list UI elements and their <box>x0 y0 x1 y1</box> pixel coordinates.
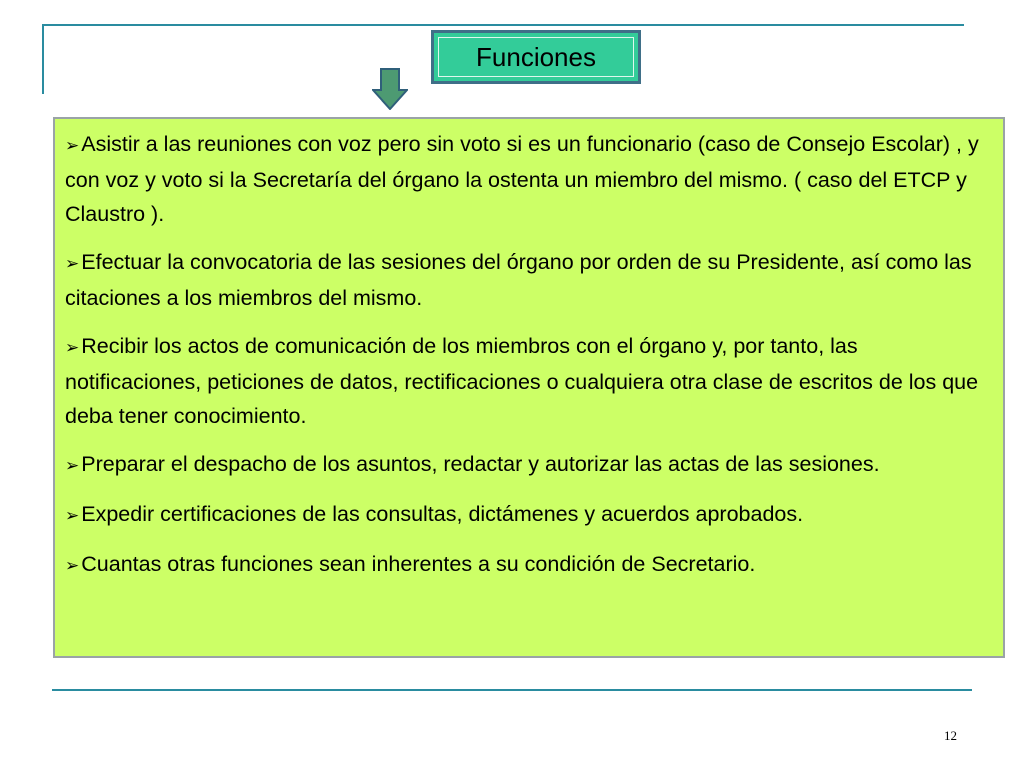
bottom-divider-line <box>52 689 972 691</box>
top-divider-line <box>42 24 964 26</box>
bullet-item <box>65 245 993 315</box>
bullet-text: Cuantas otras funciones sean inherentes a su condición de Secretario. <box>81 552 756 576</box>
bullet-arrow-icon: ➢ <box>65 136 80 156</box>
bullet-arrow-icon: ➢ <box>65 254 80 274</box>
bullet-text: Efectuar la convocatoria de las sesiones del órgano por orden de su Presidente, así como las citaciones a los miembros del mismo. <box>65 250 972 310</box>
slide-title: Funciones <box>476 41 596 72</box>
bullet-item <box>65 547 993 583</box>
down-arrow-icon <box>372 68 408 110</box>
bullet-arrow-icon: ➢ <box>65 506 80 526</box>
bullet-item <box>65 497 993 533</box>
bullet-item <box>65 329 993 433</box>
bullet-text: Asistir a las reuniones con voz pero sin voto si es un funcionario (caso de Consejo Escolar) , y con voz y voto si la Secretaría del órgano la ostenta un miembro del mismo. ( caso del ETCP y Claustro ). <box>65 132 979 226</box>
bullet-text: Expedir certificaciones de las consultas, dictámenes y acuerdos aprobados. <box>81 502 804 526</box>
bullet-arrow-icon: ➢ <box>65 338 80 358</box>
functions-content-box <box>53 117 1005 658</box>
bullet-text: Recibir los actos de comunicación de los miembros con el órgano y, por tanto, las notificaciones, peticiones de datos, rectificaciones o cualquiera otra clase de escritos de los que deba tener conocimiento. <box>65 334 979 428</box>
bullet-arrow-icon: ➢ <box>65 556 80 576</box>
left-divider-line <box>42 24 44 94</box>
page-number: 12 <box>944 728 957 743</box>
bullet-item <box>65 127 993 231</box>
slide-title-box <box>431 30 641 84</box>
bullet-item <box>65 447 993 483</box>
bullet-arrow-icon: ➢ <box>65 456 80 476</box>
bullet-text: Preparar el despacho de los asuntos, redactar y autorizar las actas de las sesiones. <box>81 452 880 476</box>
